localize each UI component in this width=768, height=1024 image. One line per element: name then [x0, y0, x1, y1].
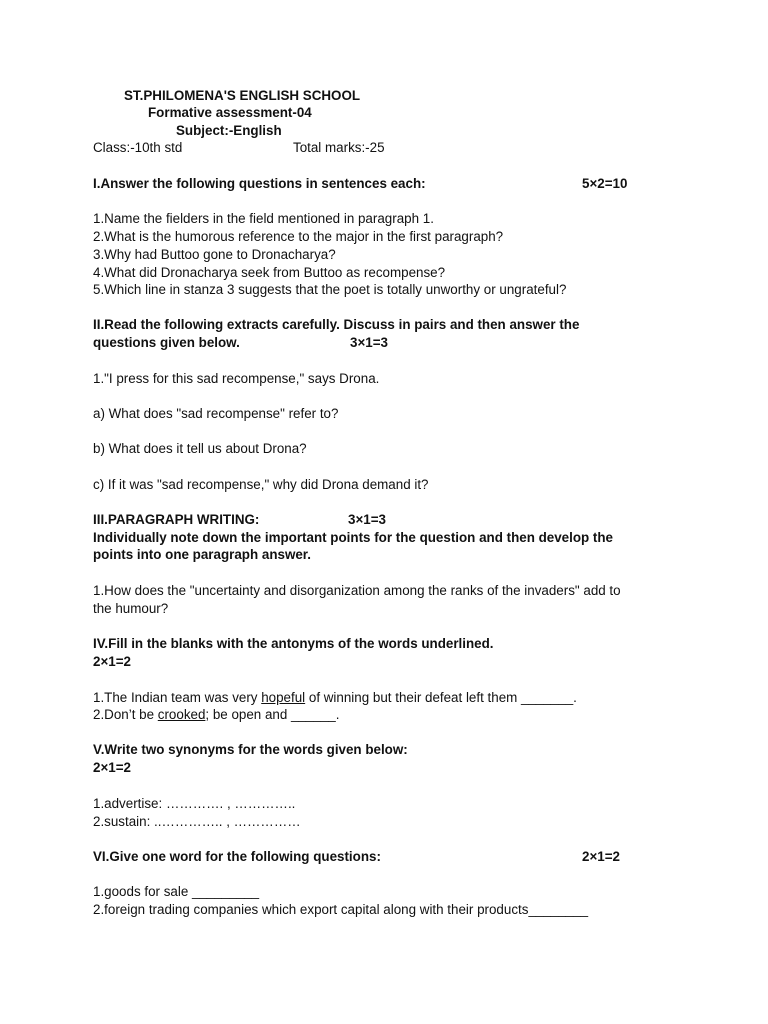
total-marks: Total marks:-25	[293, 140, 385, 155]
section-2-question: b) What does it tell us about Drona?	[93, 441, 307, 456]
section-1-question: 1.Name the fielders in the field mentioned in paragraph 1.	[93, 211, 434, 226]
section-2-heading: II.Read the following extracts carefully. Discuss in pairs and then answer the	[93, 317, 580, 332]
text-segment: of winning but their defeat left them _______.	[305, 690, 577, 705]
section-5-item: 1.advertise: …………. , …………..	[93, 796, 296, 811]
underlined-word: hopeful	[261, 690, 306, 705]
section-1-question: 2.What is the humorous reference to the major in the first paragraph?	[93, 229, 504, 244]
subject-title: Subject:-English	[176, 123, 282, 138]
section-1-heading: I.Answer the following questions in sentences each:	[93, 176, 426, 191]
section-1-question: 5.Which line in stanza 3 suggests that the poet is totally unworthy or ungrateful?	[93, 282, 567, 297]
section-2-question: c) If it was "sad recompense," why did Drona demand it?	[93, 477, 429, 492]
section-1-question: 3.Why had Buttoo gone to Dronacharya?	[93, 247, 336, 262]
section-3-marks: 3×1=3	[348, 512, 386, 527]
underlined-word: crooked	[157, 707, 206, 722]
section-6-item: 2.foreign trading companies which export capital along with their products________	[93, 902, 589, 917]
section-4-heading: IV.Fill in the blanks with the antonyms of the words underlined.	[93, 636, 494, 651]
section-2-extract: 1."I press for this sad recompense," says Drona.	[93, 371, 380, 386]
class-info: Class:-10th std	[93, 140, 183, 155]
section-6-heading: VI.Give one word for the following questions:	[93, 849, 381, 864]
school-name: ST.PHILOMENA'S ENGLISH SCHOOL	[124, 88, 361, 103]
section-6-item: 1.goods for sale _________	[93, 884, 260, 899]
text-segment: 2.Don’t be	[93, 707, 158, 722]
text-segment: ; be open and ______.	[205, 707, 340, 722]
section-4-question-2	[93, 706, 339, 723]
section-2-question: a) What does "sad recompense" refer to?	[93, 406, 339, 421]
section-5-item: 2.sustain: ..………….. , ……………	[93, 814, 301, 829]
assessment-title: Formative assessment-04	[148, 105, 312, 120]
section-4-marks: 2×1=2	[93, 654, 131, 669]
section-3-instruction: Individually note down the important points for the question and then develop the	[93, 530, 614, 545]
section-2-heading-cont: questions given below.	[93, 335, 240, 350]
section-6-marks: 2×1=2	[582, 849, 620, 864]
section-5-marks: 2×1=2	[93, 760, 131, 775]
text-segment: 1.The Indian team was very	[93, 690, 262, 705]
section-1-question: 4.What did Dronacharya seek from Buttoo as recompense?	[93, 265, 446, 280]
section-5-heading: V.Write two synonyms for the words given below:	[93, 742, 408, 757]
section-3-instruction-cont: points into one paragraph answer.	[93, 547, 312, 562]
section-3-question: 1.How does the "uncertainty and disorganization among the ranks of the invaders" add to	[93, 583, 621, 598]
section-4-question-1	[93, 689, 577, 706]
section-3-question-cont: the humour?	[93, 601, 169, 616]
section-3-heading: III.PARAGRAPH WRITING:	[93, 512, 260, 527]
section-2-marks: 3×1=3	[350, 335, 388, 350]
section-1-marks: 5×2=10	[582, 176, 628, 191]
